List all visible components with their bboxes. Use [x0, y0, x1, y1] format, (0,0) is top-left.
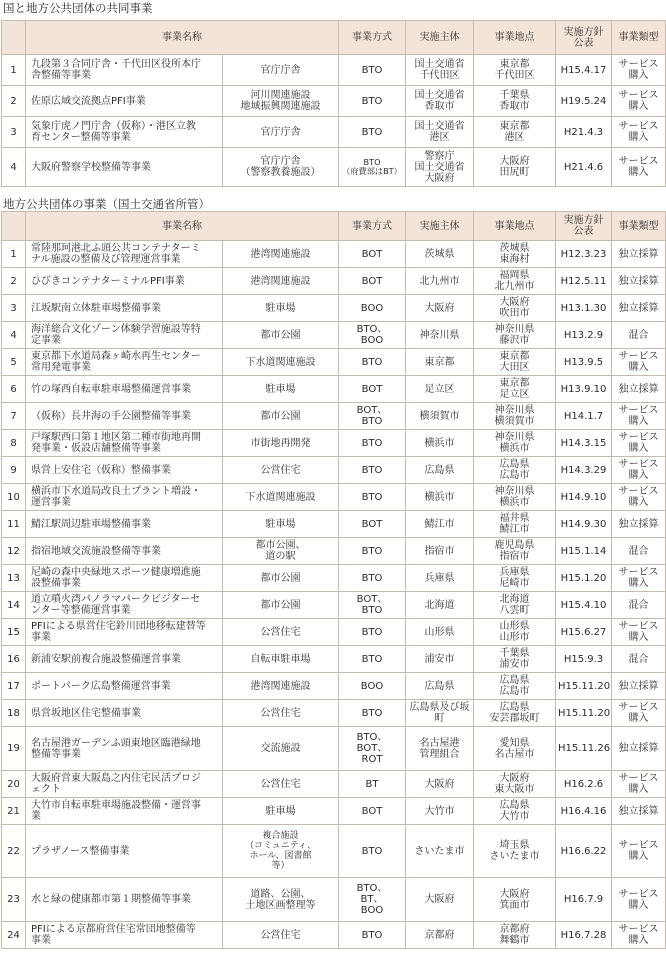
cell-type: サービス購入	[612, 484, 666, 511]
cell-type: サービス購入	[612, 878, 666, 922]
cell-no: 3	[2, 295, 26, 322]
table-row	[2, 673, 666, 700]
table-row	[2, 700, 666, 727]
cell-facility: 官庁庁舎 （警察教養施設）	[223, 148, 339, 187]
cell-type: 混合	[612, 322, 666, 349]
cell-name: 気象庁虎ノ門庁舎（仮称）・港区立教 育センター整備等事業	[26, 117, 223, 148]
cell-date: H14.3.15	[556, 430, 612, 457]
cell-no: 14	[2, 592, 26, 619]
cell-location: 福井県 鯖江市	[474, 511, 556, 538]
cell-entity: 東京都	[406, 349, 474, 376]
cell-entity: 大阪府	[406, 878, 474, 922]
cell-facility: 港湾関連施設	[223, 673, 339, 700]
table-row	[2, 430, 666, 457]
cell-type: サービス購入	[612, 457, 666, 484]
cell-type: 独立採算	[612, 511, 666, 538]
cell-facility: 都市公園	[223, 403, 339, 430]
cell-method: BTO	[339, 700, 406, 727]
cell-location: 大阪府 田尻町	[474, 148, 556, 187]
table-row	[2, 295, 666, 322]
cell-entity: 横浜市	[406, 430, 474, 457]
table-row	[2, 592, 666, 619]
cell-no: 1	[2, 55, 26, 86]
cell-date: H14.9.10	[556, 484, 612, 511]
table-row	[2, 646, 666, 673]
cell-location: 兵庫県 尼崎市	[474, 565, 556, 592]
cell-name: 江坂駅南立体駐車場整備事業	[26, 295, 223, 322]
cell-method: BOO	[339, 295, 406, 322]
cell-name: 県営坂地区住宅整備事業	[26, 700, 223, 727]
cell-date: H14.3.29	[556, 457, 612, 484]
cell-entity: 鯖江市	[406, 511, 474, 538]
col-header-date: 実施方針 公表	[556, 21, 612, 55]
cell-date: H13.9.5	[556, 349, 612, 376]
cell-location: 東京都 足立区	[474, 376, 556, 403]
cell-entity: 神奈川県	[406, 322, 474, 349]
cell-date: H16.7.9	[556, 878, 612, 922]
cell-location: 神奈川県 藤沢市	[474, 322, 556, 349]
cell-name: 鯖江駅周辺駐車場整備事業	[26, 511, 223, 538]
cell-name: PFIによる京都府営住宅常団地整備等 事業	[26, 922, 223, 949]
cell-type: サービス購入	[612, 825, 666, 878]
cell-type: サービス購入	[612, 430, 666, 457]
cell-method: BTO （府費部はBT）	[339, 148, 406, 187]
col-header-location: 事業地点	[474, 212, 556, 241]
cell-facility: 都市公園、 道の駅	[223, 538, 339, 565]
cell-type: 独立採算	[612, 241, 666, 268]
cell-type: 独立採算	[612, 376, 666, 403]
cell-name: ひびきコンテナターミナルPFI事業	[26, 268, 223, 295]
cell-location: 京都府 舞鶴市	[474, 922, 556, 949]
cell-method: BTO	[339, 430, 406, 457]
cell-entity: 北海道	[406, 592, 474, 619]
cell-no: 7	[2, 403, 26, 430]
cell-name: 大阪府営東大阪島之内住宅民活プロジ ェクト	[26, 771, 223, 798]
cell-location: 神奈川県 横浜市	[474, 430, 556, 457]
cell-method: BOT	[339, 798, 406, 825]
cell-method: BTO	[339, 825, 406, 878]
cell-method: BTO	[339, 538, 406, 565]
table-row	[2, 565, 666, 592]
cell-no: 13	[2, 565, 26, 592]
cell-type: サービス購入	[612, 771, 666, 798]
cell-name: 大竹市自転車駐車場施設整備・運営事 業	[26, 798, 223, 825]
cell-no: 16	[2, 646, 26, 673]
cell-location: 山形県 山形市	[474, 619, 556, 646]
cell-method: BTO	[339, 117, 406, 148]
cell-facility: 公営住宅	[223, 619, 339, 646]
cell-date: H21.4.3	[556, 117, 612, 148]
cell-no: 4	[2, 148, 26, 187]
table-row	[2, 322, 666, 349]
cell-facility: 公営住宅	[223, 700, 339, 727]
cell-facility: 下水道関連施設	[223, 484, 339, 511]
col-header-method: 事業方式	[339, 21, 406, 55]
cell-entity: 大阪府	[406, 295, 474, 322]
cell-method: BT	[339, 771, 406, 798]
cell-name: 東京都下水道局森ヶ崎水再生センター 常用発電事業	[26, 349, 223, 376]
cell-method: BTO	[339, 619, 406, 646]
cell-entity: 広島県及び坂 町	[406, 700, 474, 727]
cell-facility: 都市公園	[223, 322, 339, 349]
col-header-no	[2, 212, 26, 241]
cell-no: 10	[2, 484, 26, 511]
cell-name: 海洋総合文化ゾーン体験学習施設等特 定事業	[26, 322, 223, 349]
cell-method: BOT	[339, 268, 406, 295]
cell-date: H16.7.28	[556, 922, 612, 949]
cell-date: H14.9.30	[556, 511, 612, 538]
table-row	[2, 484, 666, 511]
col-header-entity: 実施主体	[406, 212, 474, 241]
cell-date: H15.11.26	[556, 727, 612, 771]
cell-entity: 浦安市	[406, 646, 474, 673]
cell-name: PFIによる県営住宅鈴川団地移転建替等 事業	[26, 619, 223, 646]
cell-method: BTO	[339, 349, 406, 376]
cell-type: サービス購入	[612, 148, 666, 187]
cell-no: 21	[2, 798, 26, 825]
cell-no: 22	[2, 825, 26, 878]
cell-type: 混合	[612, 592, 666, 619]
cell-method: BOT、 BTO	[339, 403, 406, 430]
cell-type: サービス購入	[612, 565, 666, 592]
cell-method: BTO	[339, 86, 406, 117]
cell-name: 佐原広域交流拠点PFI事業	[26, 86, 223, 117]
cell-type: サービス購入	[612, 619, 666, 646]
cell-type: サービス購入	[612, 403, 666, 430]
cell-method: BOO	[339, 673, 406, 700]
cell-date: H16.6.22	[556, 825, 612, 878]
cell-location: 千葉県 香取市	[474, 86, 556, 117]
cell-method: BTO	[339, 922, 406, 949]
cell-location: 埼玉県 さいたま市	[474, 825, 556, 878]
cell-date: H15.1.20	[556, 565, 612, 592]
cell-location: 神奈川県 横浜市	[474, 484, 556, 511]
table-row	[2, 727, 666, 771]
table-row	[2, 349, 666, 376]
table-row	[2, 268, 666, 295]
cell-name: 水と緑の健康都市第１期整備等事業	[26, 878, 223, 922]
cell-name: 竹の塚西自転車駐車場整備運営事業	[26, 376, 223, 403]
cell-date: H15.4.17	[556, 55, 612, 86]
cell-no: 3	[2, 117, 26, 148]
cell-no: 19	[2, 727, 26, 771]
table-row	[2, 241, 666, 268]
cell-type: 独立採算	[612, 673, 666, 700]
col-header-type: 事業類型	[612, 21, 666, 55]
col-header-name: 事業名称	[26, 212, 339, 241]
cell-name: 戸塚駅西口第１地区第二種市街地再開 発事業・仮設店舗整備等事業	[26, 430, 223, 457]
cell-facility: 都市公園	[223, 592, 339, 619]
cell-name: 常陸那珂港北ふ頭公共コンテナターミ ナル施設の整備及び管理運営事業	[26, 241, 223, 268]
table-row	[2, 86, 666, 117]
cell-type: 独立採算	[612, 727, 666, 771]
cell-entity: 北九州市	[406, 268, 474, 295]
table-row	[2, 148, 666, 187]
cell-name: 大阪府警察学校整備等事業	[26, 148, 223, 187]
cell-name: 県営上安住宅（仮称）整備事業	[26, 457, 223, 484]
cell-facility: 公営住宅	[223, 922, 339, 949]
cell-entity: 横浜市	[406, 484, 474, 511]
cell-entity: 大阪府	[406, 771, 474, 798]
cell-entity: 警察庁 国土交通省 大阪府	[406, 148, 474, 187]
table-row	[2, 511, 666, 538]
cell-date: H14.1.7	[556, 403, 612, 430]
cell-facility: 複合施設 （コミュニティ、 ホール、図書館 等）	[223, 825, 339, 878]
cell-date: H15.9.3	[556, 646, 612, 673]
cell-entity: 名古屋港 管理組合	[406, 727, 474, 771]
cell-no: 23	[2, 878, 26, 922]
cell-type: サービス購入	[612, 700, 666, 727]
cell-location: 大阪府 箕面市	[474, 878, 556, 922]
cell-type: サービス購入	[612, 86, 666, 117]
cell-entity: 広島県	[406, 457, 474, 484]
cell-name: （仮称）長井海の手公園整備等事業	[26, 403, 223, 430]
cell-method: BOT、 BTO	[339, 592, 406, 619]
national-projects-table	[1, 20, 666, 187]
col-header-date: 実施方針 公表	[556, 212, 612, 241]
cell-facility: 駐車場	[223, 511, 339, 538]
col-header-name: 事業名称	[26, 21, 339, 55]
cell-location: 鹿児島県 指宿市	[474, 538, 556, 565]
cell-no: 8	[2, 430, 26, 457]
cell-facility: 公営住宅	[223, 771, 339, 798]
cell-date: H15.11.20	[556, 673, 612, 700]
cell-location: 神奈川県 横須賀市	[474, 403, 556, 430]
table-header-row	[2, 212, 666, 241]
cell-method: BOT	[339, 511, 406, 538]
cell-facility: 河川関連施設 地域振興関連施設	[223, 86, 339, 117]
cell-no: 6	[2, 376, 26, 403]
cell-type: サービス購入	[612, 55, 666, 86]
cell-location: 広島県 安芸郡坂町	[474, 700, 556, 727]
cell-entity: 広島県	[406, 673, 474, 700]
cell-no: 17	[2, 673, 26, 700]
cell-facility: 公営住宅	[223, 457, 339, 484]
col-header-location: 事業地点	[474, 21, 556, 55]
col-header-entity: 実施主体	[406, 21, 474, 55]
col-header-method: 事業方式	[339, 212, 406, 241]
cell-method: BTO、 BOT、 ROT	[339, 727, 406, 771]
cell-location: 東京都 大田区	[474, 349, 556, 376]
cell-method: BTO	[339, 484, 406, 511]
table-row	[2, 376, 666, 403]
cell-entity: 国土交通省 港区	[406, 117, 474, 148]
cell-date: H13.1.30	[556, 295, 612, 322]
cell-entity: 国土交通省 千代田区	[406, 55, 474, 86]
cell-date: H16.4.16	[556, 798, 612, 825]
table-row	[2, 619, 666, 646]
cell-date: H15.4.10	[556, 592, 612, 619]
cell-date: H12.3.23	[556, 241, 612, 268]
cell-no: 2	[2, 268, 26, 295]
cell-facility: 駐車場	[223, 376, 339, 403]
national-section-title: 国と地方公共団体の共同事業	[3, 1, 153, 15]
cell-entity: 横須賀市	[406, 403, 474, 430]
cell-name: 新浦安駅前複合施設整備運営事業	[26, 646, 223, 673]
cell-method: BTO	[339, 565, 406, 592]
table-row	[2, 922, 666, 949]
cell-no: 24	[2, 922, 26, 949]
cell-facility: 自転車駐車場	[223, 646, 339, 673]
cell-entity: 山形県	[406, 619, 474, 646]
cell-method: BTO	[339, 646, 406, 673]
cell-name: プラザノース整備事業	[26, 825, 223, 878]
cell-entity: 京都府	[406, 922, 474, 949]
cell-date: H15.6.27	[556, 619, 612, 646]
table-row	[2, 55, 666, 86]
cell-location: 千葉県 浦安市	[474, 646, 556, 673]
cell-location: 茨城県 東海村	[474, 241, 556, 268]
cell-method: BTO	[339, 55, 406, 86]
cell-location: 福岡県 北九州市	[474, 268, 556, 295]
cell-entity: 大竹市	[406, 798, 474, 825]
cell-name: 道立噴火湾パノラマパークビジターセ ンター等整備運営事業	[26, 592, 223, 619]
cell-facility: 駐車場	[223, 295, 339, 322]
cell-no: 12	[2, 538, 26, 565]
local-section-title: 地方公共団体の事業（国土交通省所管）	[3, 197, 210, 211]
cell-location: 大阪府 吹田市	[474, 295, 556, 322]
cell-facility: 道路、公園、 土地区画整理等	[223, 878, 339, 922]
table-row	[2, 798, 666, 825]
cell-no: 4	[2, 322, 26, 349]
cell-type: 混合	[612, 538, 666, 565]
cell-entity: さいたま市	[406, 825, 474, 878]
cell-date: H16.2.6	[556, 771, 612, 798]
cell-location: 大阪府 東大阪市	[474, 771, 556, 798]
local-projects-table	[1, 211, 666, 949]
cell-facility: 市街地再開発	[223, 430, 339, 457]
cell-facility: 下水道関連施設	[223, 349, 339, 376]
cell-no: 20	[2, 771, 26, 798]
cell-date: H13.2.9	[556, 322, 612, 349]
cell-location: 広島県 大竹市	[474, 798, 556, 825]
cell-name: ポートパーク広島整備運営事業	[26, 673, 223, 700]
cell-name: 横浜市下水道局改良土プラント増設・ 運営事業	[26, 484, 223, 511]
cell-no: 18	[2, 700, 26, 727]
cell-date: H15.11.20	[556, 700, 612, 727]
cell-location: 東京都 港区	[474, 117, 556, 148]
cell-facility: 交流施設	[223, 727, 339, 771]
col-header-type: 事業類型	[612, 212, 666, 241]
cell-name: 指宿地域交流施設整備等事業	[26, 538, 223, 565]
cell-entity: 国土交通省 香取市	[406, 86, 474, 117]
cell-date: H12.5.11	[556, 268, 612, 295]
cell-type: サービス購入	[612, 117, 666, 148]
cell-location: 広島県 広島市	[474, 457, 556, 484]
cell-location: 北海道 八雲町	[474, 592, 556, 619]
cell-location: 広島県 広島市	[474, 673, 556, 700]
cell-method: BTO	[339, 457, 406, 484]
cell-name: 九段第３合同庁舎・千代田区役所本庁 舎整備等事業	[26, 55, 223, 86]
table-header-row	[2, 21, 666, 55]
cell-facility: 官庁庁舎	[223, 55, 339, 86]
cell-no: 9	[2, 457, 26, 484]
cell-date: H21.4.6	[556, 148, 612, 187]
table-row	[2, 538, 666, 565]
cell-method: BOT	[339, 376, 406, 403]
cell-method: BTO、 BOO	[339, 322, 406, 349]
cell-type: 混合	[612, 646, 666, 673]
cell-no: 11	[2, 511, 26, 538]
cell-name: 尼崎の森中央緑地スポーツ健康増進施 設整備事業	[26, 565, 223, 592]
table-row	[2, 878, 666, 922]
cell-type: 独立採算	[612, 295, 666, 322]
table-row	[2, 117, 666, 148]
cell-no: 15	[2, 619, 26, 646]
cell-type: サービス購入	[612, 922, 666, 949]
cell-method: BTO、 BT、 BOO	[339, 878, 406, 922]
cell-entity: 茨城県	[406, 241, 474, 268]
cell-type: サービス購入	[612, 349, 666, 376]
table-row	[2, 403, 666, 430]
cell-facility: 港湾関連施設	[223, 268, 339, 295]
col-header-no	[2, 21, 26, 55]
cell-date: H19.5.24	[556, 86, 612, 117]
cell-facility: 官庁庁舎	[223, 117, 339, 148]
cell-facility: 都市公園	[223, 565, 339, 592]
table-row	[2, 771, 666, 798]
cell-entity: 足立区	[406, 376, 474, 403]
cell-type: 独立採算	[612, 798, 666, 825]
cell-no: 2	[2, 86, 26, 117]
cell-facility: 港湾関連施設	[223, 241, 339, 268]
table-row	[2, 457, 666, 484]
cell-facility: 駐車場	[223, 798, 339, 825]
cell-type: 独立採算	[612, 268, 666, 295]
cell-no: 5	[2, 349, 26, 376]
cell-date: H13.9.10	[556, 376, 612, 403]
cell-location: 愛知県 名古屋市	[474, 727, 556, 771]
cell-date: H15.1.14	[556, 538, 612, 565]
table-row	[2, 825, 666, 878]
cell-location: 東京都 千代田区	[474, 55, 556, 86]
cell-entity: 指宿市	[406, 538, 474, 565]
cell-method: BOT	[339, 241, 406, 268]
cell-no: 1	[2, 241, 26, 268]
cell-entity: 兵庫県	[406, 565, 474, 592]
cell-name: 名古屋港ガーデンふ頭東地区臨港緑地 整備等事業	[26, 727, 223, 771]
